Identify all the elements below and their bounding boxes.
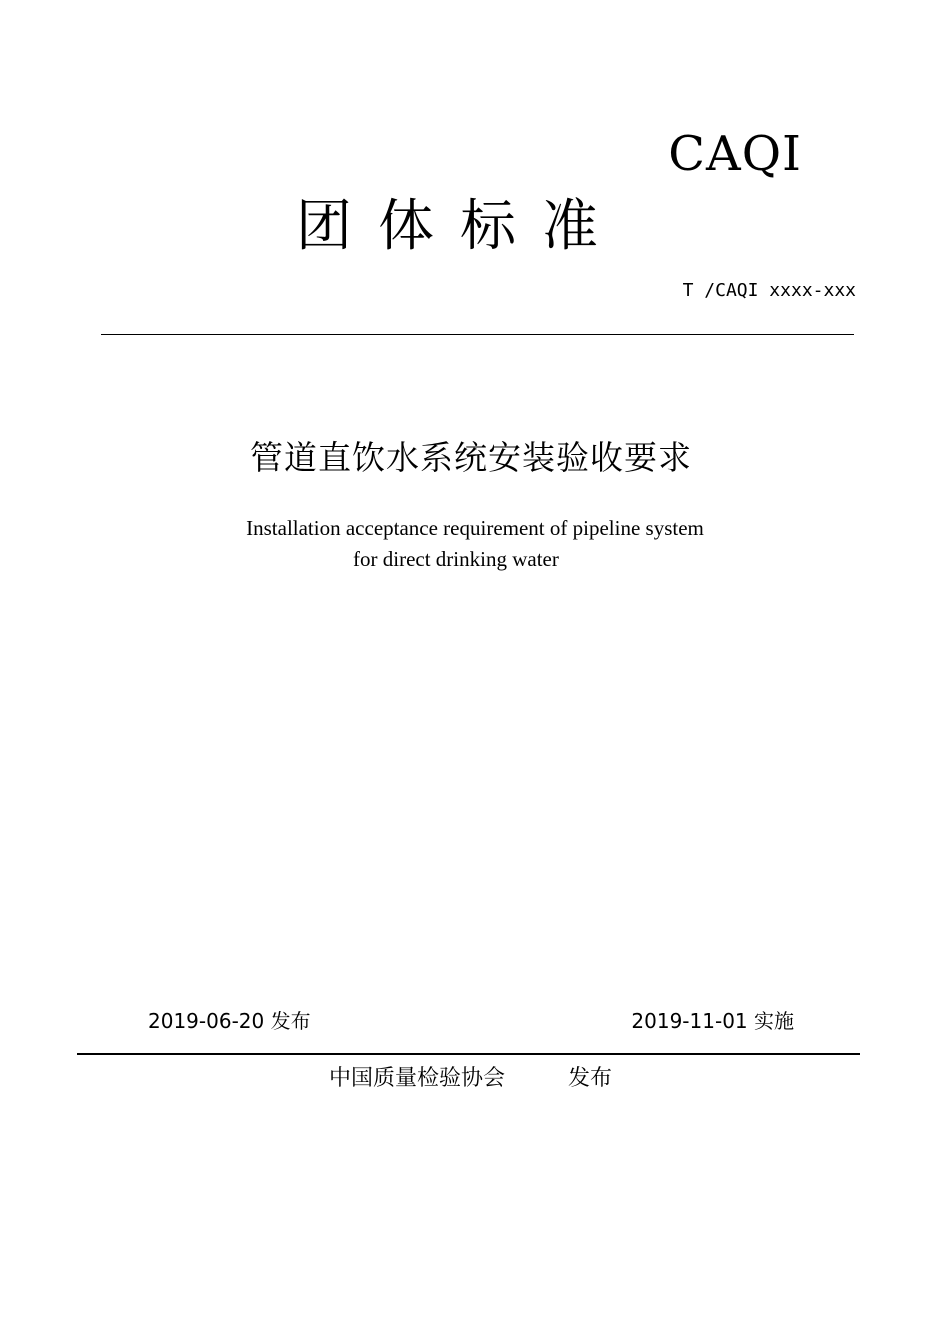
document-title-chinese: 管道直饮水系统安装验收要求 — [250, 438, 692, 477]
publish-label: 发布 — [568, 1066, 613, 1091]
footer-divider — [77, 1053, 860, 1055]
header-divider — [101, 334, 854, 335]
issue-date: 2019-06-20 发布 — [148, 1009, 311, 1033]
standard-number: T /CAQI xxxx-xxx — [682, 280, 856, 301]
document-type-heading: 团体标准 — [296, 194, 624, 259]
implementation-date: 2019-11-01 实施 — [631, 1009, 794, 1033]
publisher-name: 中国质量检验协会 — [329, 1066, 506, 1091]
document-title-english-line-1: Installation acceptance requirement of pipeline system — [246, 516, 704, 540]
org-code: CAQI — [668, 126, 802, 182]
document-title-english-line-2: for direct drinking water — [353, 547, 559, 571]
